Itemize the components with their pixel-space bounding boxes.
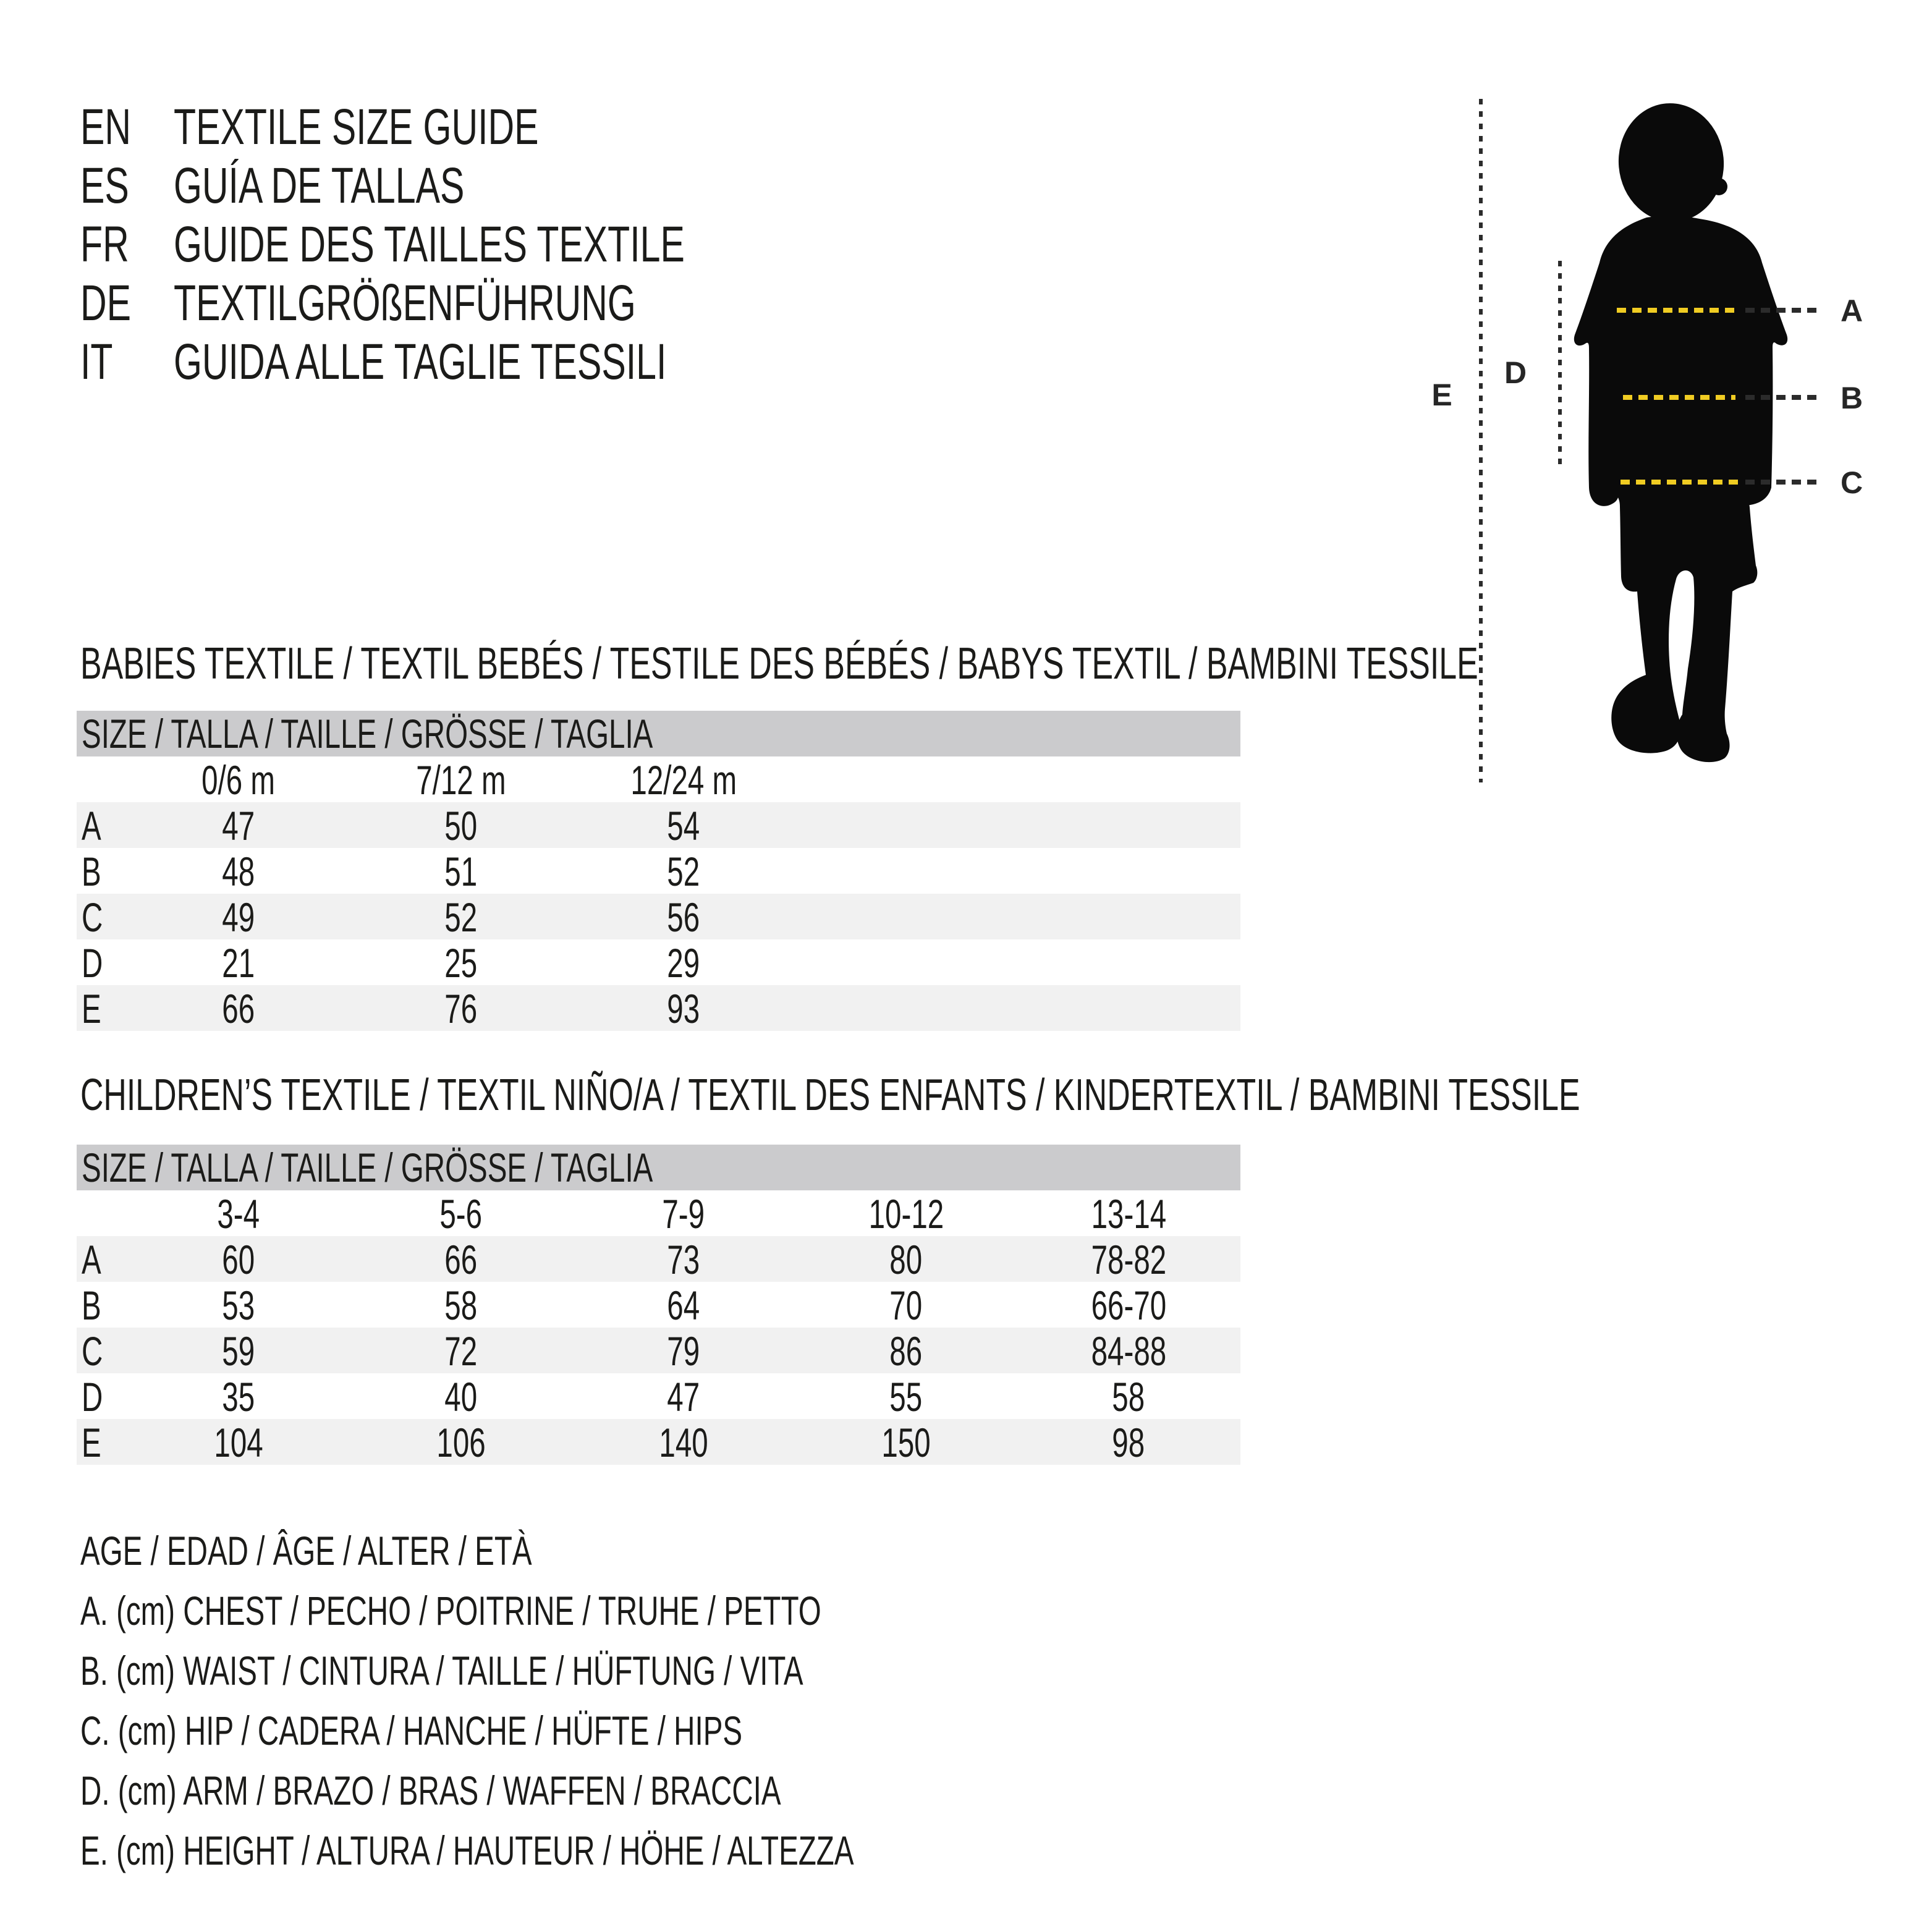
column-header: 7/12 m [416,757,506,803]
children-section-heading [80,1070,1932,1120]
babies-column-header-row [77,756,1240,802]
table-cell: 78-82 [1091,1237,1166,1282]
babies-heading-text: BABIES TEXTILE / TEXTIL BEBÉS / TESTILE DES BÉBÉS / BABYS TEXTIL / BAMBINI TESSILE [80,639,1478,688]
babies-table-header-bar [77,711,1240,756]
column-header: 10-12 [868,1191,944,1237]
table-cell: 53 [222,1282,255,1328]
figure-label-d: D [1504,355,1527,390]
table-row [77,1419,1240,1465]
table-row [77,985,1240,1031]
row-label: D [82,940,103,986]
table-cell: 21 [222,940,255,986]
table-cell: 51 [444,849,478,894]
table-cell: 104 [214,1420,263,1465]
table-cell: 84-88 [1091,1328,1166,1374]
table-cell: 70 [889,1282,923,1328]
table-cell: 54 [667,803,700,849]
row-label: A [82,1237,101,1282]
children-table-header-bar [77,1145,1240,1190]
table-row [77,1282,1240,1328]
row-label: B [82,1282,101,1328]
figure-label-b: B [1841,381,1863,415]
table-cell: 66 [444,1237,478,1282]
table-row [77,1373,1240,1419]
table-row [77,939,1240,985]
table-cell: 52 [667,849,700,894]
table-cell: 66 [222,986,255,1032]
table-cell: 93 [667,986,700,1032]
table-cell: 25 [444,940,478,986]
children-size-header-text: SIZE / TALLA / TAILLE / GRÖSSE / TAGLIA [82,1145,653,1190]
table-row [77,848,1240,894]
language-title-block [80,98,883,391]
lang-code-it: IT [80,333,113,390]
babies-size-header-text: SIZE / TALLA / TAILLE / GRÖSSE / TAGLIA [82,711,653,756]
lang-row-fr [80,215,883,274]
lang-title-fr: GUIDE DES TAILLES TEXTILE [174,216,685,273]
table-cell: 58 [444,1282,478,1328]
table-cell: 98 [1112,1420,1145,1465]
table-cell: 35 [222,1374,255,1420]
table-cell: 58 [1112,1374,1145,1420]
legend-line-height: E. (cm) HEIGHT / ALTURA / HAUTEUR / HÖHE / ALTEZZA [80,1827,854,1873]
legend-line-chest: A. (cm) CHEST / PECHO / POITRINE / TRUHE / PETTO [80,1587,821,1633]
lang-title-es: GUÍA DE TALLAS [174,157,465,214]
legend-line-waist: B. (cm) WAIST / CINTURA / TAILLE / HÜFTUNG / VITA [80,1647,803,1693]
silhouette-head [1614,99,1729,226]
column-header: 0/6 m [201,757,276,803]
table-row [77,1236,1240,1282]
table-cell: 52 [444,894,478,940]
table-cell: 47 [222,803,255,849]
column-header: 13-14 [1091,1191,1166,1237]
table-cell: 73 [667,1237,700,1282]
table-cell: 76 [444,986,478,1032]
legend-line-age: AGE / EDAD / ÂGE / ALTER / ETÀ [80,1527,532,1574]
column-header: 7-9 [662,1191,705,1237]
figure-label-c: C [1841,465,1863,500]
lang-row-en [80,98,883,156]
children-size-table [77,1145,1240,1465]
table-cell: 106 [436,1420,486,1465]
column-header: 3-4 [217,1191,260,1237]
table-cell: 56 [667,894,700,940]
table-cell: 66-70 [1091,1282,1166,1328]
table-row [77,1328,1240,1373]
table-cell: 49 [222,894,255,940]
row-label: A [82,803,101,849]
table-cell: 60 [222,1237,255,1282]
table-row [77,894,1240,939]
row-label: C [82,1328,103,1374]
table-cell: 50 [444,803,478,849]
row-label: C [82,894,103,940]
row-label: D [82,1374,103,1420]
lang-code-de: DE [80,274,132,331]
lang-code-fr: FR [80,216,129,273]
table-cell: 86 [889,1328,923,1374]
table-cell: 64 [667,1282,700,1328]
table-cell: 72 [444,1328,478,1374]
lang-row-es [80,156,883,215]
table-cell: 140 [659,1420,708,1465]
legend-line-arm: D. (cm) ARM / BRAZO / BRAS / WAFFEN / BRACCIA [80,1767,781,1813]
table-cell: 48 [222,849,255,894]
figure-label-e: E [1431,378,1452,412]
figure-label-a: A [1841,294,1863,328]
lang-title-de: TEXTILGRÖßENFÜHRUNG [174,274,636,331]
children-column-header-row [77,1190,1240,1236]
silhouette-ear [1710,178,1727,195]
babies-size-table [77,711,1240,1031]
table-cell: 40 [444,1374,478,1420]
table-cell: 150 [881,1420,931,1465]
babies-section-heading [80,639,1932,688]
table-row [77,802,1240,848]
children-heading-text: CHILDREN’S TEXTILE / TEXTIL NIÑO/A / TEXTIL DES ENFANTS / KINDERTEXTIL / BAMBINI TESSILE [80,1070,1580,1120]
column-header: 5-6 [439,1191,483,1237]
lang-row-it [80,333,883,391]
lang-row-de [80,274,883,333]
lang-title-en: TEXTILE SIZE GUIDE [174,98,539,155]
child-measurement-figure [1409,62,1932,803]
column-header: 12/24 m [630,757,737,803]
legend-line-hip: C. (cm) HIP / CADERA / HANCHE / HÜFTE / HIPS [80,1707,743,1753]
row-label: E [82,1420,101,1465]
table-cell: 55 [889,1374,923,1420]
row-label: E [82,986,101,1032]
lang-code-es: ES [80,157,129,214]
row-label: B [82,849,101,894]
measurement-legend [80,1520,1155,1880]
table-cell: 80 [889,1237,923,1282]
table-cell: 47 [667,1374,700,1420]
table-cell: 29 [667,940,700,986]
table-cell: 79 [667,1328,700,1374]
lang-code-en: EN [80,98,132,155]
table-cell: 59 [222,1328,255,1374]
lang-title-it: GUIDA ALLE TAGLIE TESSILI [174,333,667,390]
